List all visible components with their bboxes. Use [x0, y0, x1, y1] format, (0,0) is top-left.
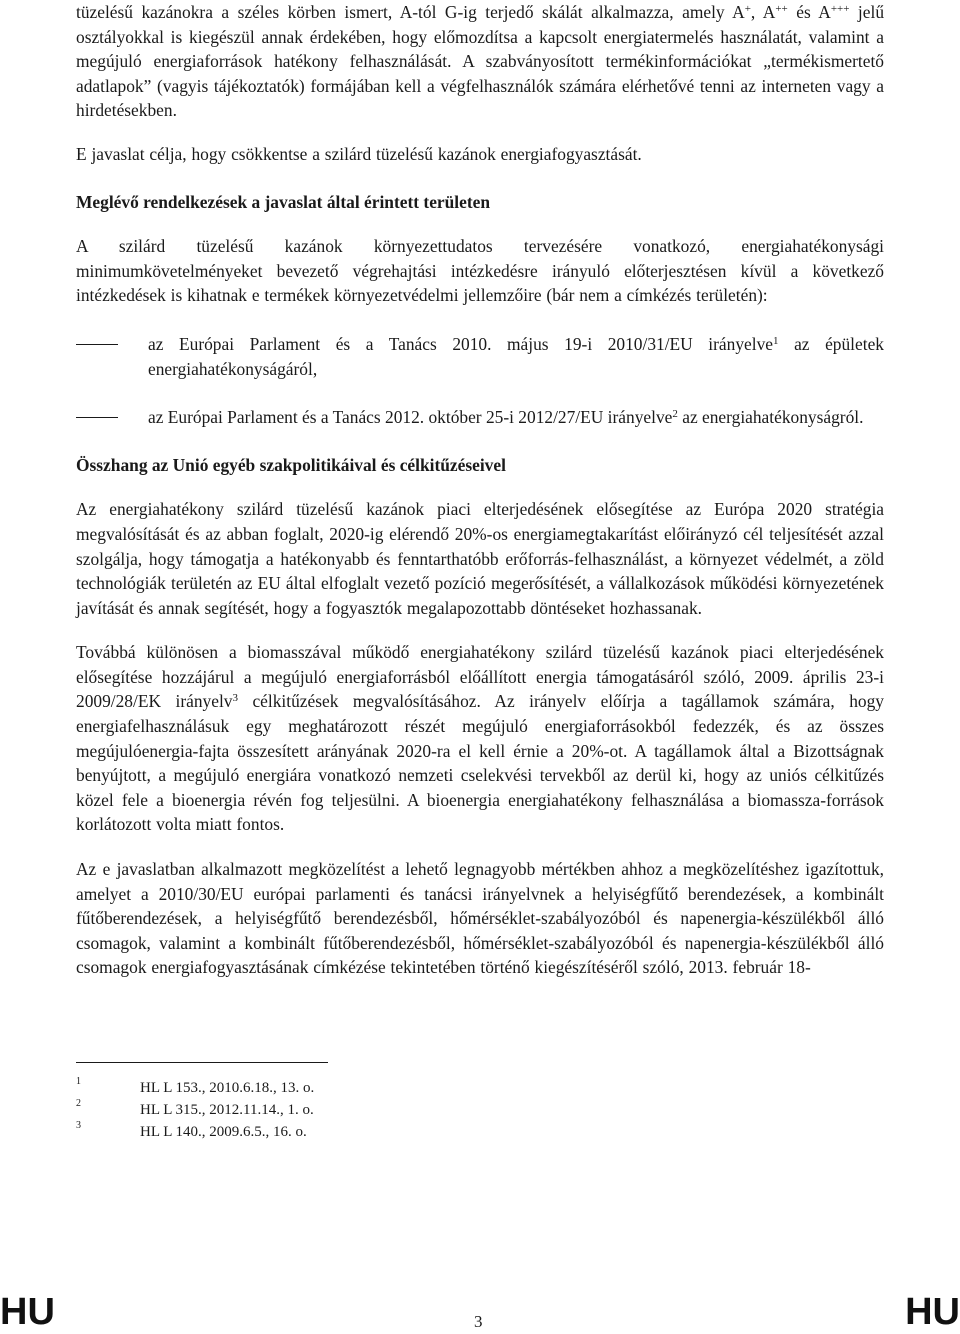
footnote-item: [76, 1121, 884, 1143]
document-page: [76, 0, 884, 1143]
paragraph-approach: Az e javaslatban alkalmazott megközelítést a lehető legnagyobb mértékben ahhoz a megközelítéshez igazítottuk, amelyet a 2010/30/EU európai parlamenti és tanácsi irányelvnek a helyiségfűtő berendezések, a kombinált fűtőberendezések, a helyiségfűtő berendezésből, hőmérséklet-szabályozóból és napenergia-készülékből álló csomagok, valamint a kombinált fűtőberendezésből, hőmérséklet-szabályozóból és napenergia-készülékből álló csomagok energiafogyasztásának címkézése tekintetében történő kiegészítéséről szóló, 2013. február 18-: [76, 859, 884, 978]
section-heading-consistency: Összhang az Unió egyéb szakpolitikáival és célkitűzéseivel: [76, 454, 506, 475]
footnote-number: 2: [76, 1098, 81, 1109]
footnote-ref: 2: [672, 408, 678, 421]
language-code-right: HU: [905, 1291, 960, 1333]
list-item-directive-2012-27: [76, 405, 884, 430]
footnotes: [76, 1077, 884, 1143]
list-item-directive-2010-31: [76, 332, 884, 381]
footnote-item: [76, 1077, 884, 1099]
footnote-ref: 1: [773, 334, 779, 347]
footnote-number: 1: [76, 1076, 81, 1087]
footnote-text: HL L 140., 2009.6.5., 16. o.: [140, 1124, 307, 1140]
bullet-text: az Európai Parlament és a Tanács 2012. október 25-i 2012/27/EU irányelve: [148, 407, 673, 428]
footnote-separator: [76, 1062, 328, 1063]
footnote-ref: 3: [232, 692, 238, 705]
footnote-number: 3: [76, 1120, 81, 1131]
paragraph-europe-2020: Az energiahatékony szilárd tüzelésű kazánok piaci elterjedésének elősegítése az Európa 2020 stratégia megvalósítását és az abban foglalt, 2020-ig elérendő 20%-os energiamegtakarítást előirányzó cél teljesítését azzal szolgálja, hogy támogatja a hatékonyabb és fenntarthatóbb erőforrás-felhasználást, a környezet védelmét, a zöld technológiák területén az EU által elfoglalt vezető pozíció megerősítését, a vállalkozások működési környezetének javítását és annak segítését, hogy a fogyasztók megalapozottabb döntéseket hozhassanak.: [76, 499, 884, 618]
paragraph-energy-label: tüzelésű kazánokra a széles körben ismert, A-tól G-ig terjedő skálát alkalmazza, amely A+, A++ és A+++ jelű osztályokkal is kiegészül annak érdekében, hogy előmozdítsa a kapcsolt energiatermelés használatát, valamint a megújuló energiaforrások hatékony felhasználását. A szabványosított termékinformációkat „termékismertető adatlapok” (vagyis tájékoztatók) formájában kell a végfelhasználók számára elérhetővé tenni az interneten vagy a hirdetésekben.: [76, 2, 885, 121]
paragraph-biomass: Továbbá különösen a biomasszával működő energiahatékony szilárd tüzelésű kazánok piaci elterjedésének elősegítése hozzájárul a megújuló energiaforrásból előállított energia támogatásáról szóló, 2009. április 23-i 2009/28/EK irányelv$^3$ célkitűzések megvalósításához. Az irányelv előírja a tagállamok számára, hogy energiafelhasználásuk egy meghatározott részét megújuló energiaforrásokból fedezzék, és az összes megújulóenergia-fajta összesített arányának 2020-ra el kell érnie a 20%-ot. A tagállamok által a Bizottságnak benyújtott, a megújuló energiára vonatkozó nemzeti cselekvési tervekből az derül ki, hogy az uniós célkitűzés közel fele a bioenergia révén fog teljesülni. A bioenergia energiahatékony felhasználása a biomassza-források korlátozott volta miatt fontos.: [76, 642, 885, 835]
paragraph-existing-measures: A szilárd tüzelésű kazánok környezettudatos tervezésére vonatkozó, energiahatékonysági minimumkövetelményeket bevezető végrehajtási intézkedésre irányuló előterjesztésen kívül a következő intézkedések is kihatnak e termékek környezetvédelmi jellemzőire (bár nem a címkézés területén):: [76, 236, 884, 306]
dash-bullet-icon: [76, 417, 118, 418]
bullet-text: az épületek energiahatékonyságáról,: [148, 333, 884, 379]
footnote-item: [76, 1099, 884, 1121]
language-code-left: HU: [0, 1291, 55, 1333]
footnote-text: HL L 315., 2012.11.14., 1. o.: [140, 1102, 314, 1118]
bullet-text: az energiahatékonyságról.: [677, 407, 864, 428]
section-heading-existing-provisions: Meglévő rendelkezések a javaslat által érintett területen: [76, 191, 491, 212]
page-number: 3: [474, 1312, 483, 1331]
page-footer: [0, 1290, 960, 1334]
paragraph-proposal-aim: E javaslat célja, hogy csökkentse a szilárd tüzelésű kazánok energiafogyasztását.: [76, 143, 642, 164]
bullet-text: az Európai Parlament és a Tanács 2010. május 19-i 2010/31/EU irányelve: [148, 333, 773, 354]
dash-bullet-icon: [76, 344, 118, 345]
footnote-text: HL L 153., 2010.6.18., 13. o.: [140, 1080, 315, 1096]
